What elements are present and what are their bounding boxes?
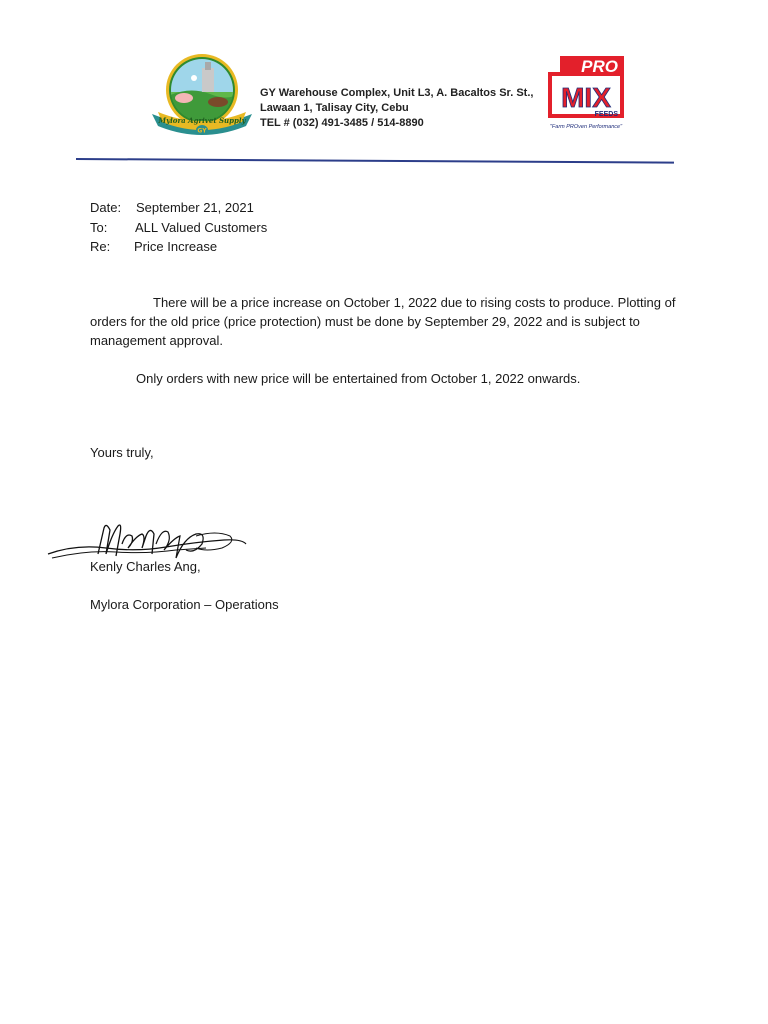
signatory-name: Kenly Charles Ang, xyxy=(90,559,201,574)
date-value: September 21, 2021 xyxy=(136,200,254,215)
re-value: Price Increase xyxy=(134,239,218,254)
re-label: Re: xyxy=(90,239,111,254)
header-divider xyxy=(76,158,674,164)
signatory-organization: Mylora Corporation – Operations xyxy=(90,597,279,612)
mylora-logo xyxy=(150,52,254,136)
promix-pro-text: PRO xyxy=(581,57,618,76)
date-label: Date: xyxy=(90,200,122,215)
body-paragraph-1: There will be a price increase on October 1, 2022 due to rising costs to produce. Plotting of orders for the old price (price protection) must be done by September 29, 2022 and is subject to management approval. xyxy=(90,295,676,348)
to-value: ALL Valued Customers xyxy=(135,219,268,235)
promix-tagline: "Farm PROven Performance" xyxy=(549,124,623,130)
address-line-1: GY Warehouse Complex, Unit L3, A. Bacaltos Sr. St., xyxy=(260,87,534,99)
promix-feeds-text: FEEDS xyxy=(594,111,618,118)
body-paragraph-2: Only orders with new price will be entertained from October 1, 2022 onwards. xyxy=(136,371,581,386)
promix-feeds-logo xyxy=(538,54,634,134)
letter-body xyxy=(90,293,680,388)
to-label: To: xyxy=(90,219,108,235)
mylora-logo-text: Mylora Agrivet Supply xyxy=(158,116,246,125)
closing-salutation: Yours truly, xyxy=(90,445,154,460)
address-line-3: TEL # (032) 491-3485 / 514-8890 xyxy=(260,117,424,129)
address-line-2: Lawaan 1, Talisay City, Cebu xyxy=(260,102,409,114)
mylora-logo-monogram: GY xyxy=(197,127,207,135)
promix-mix-text: MIX xyxy=(561,82,611,113)
company-address xyxy=(260,86,533,131)
